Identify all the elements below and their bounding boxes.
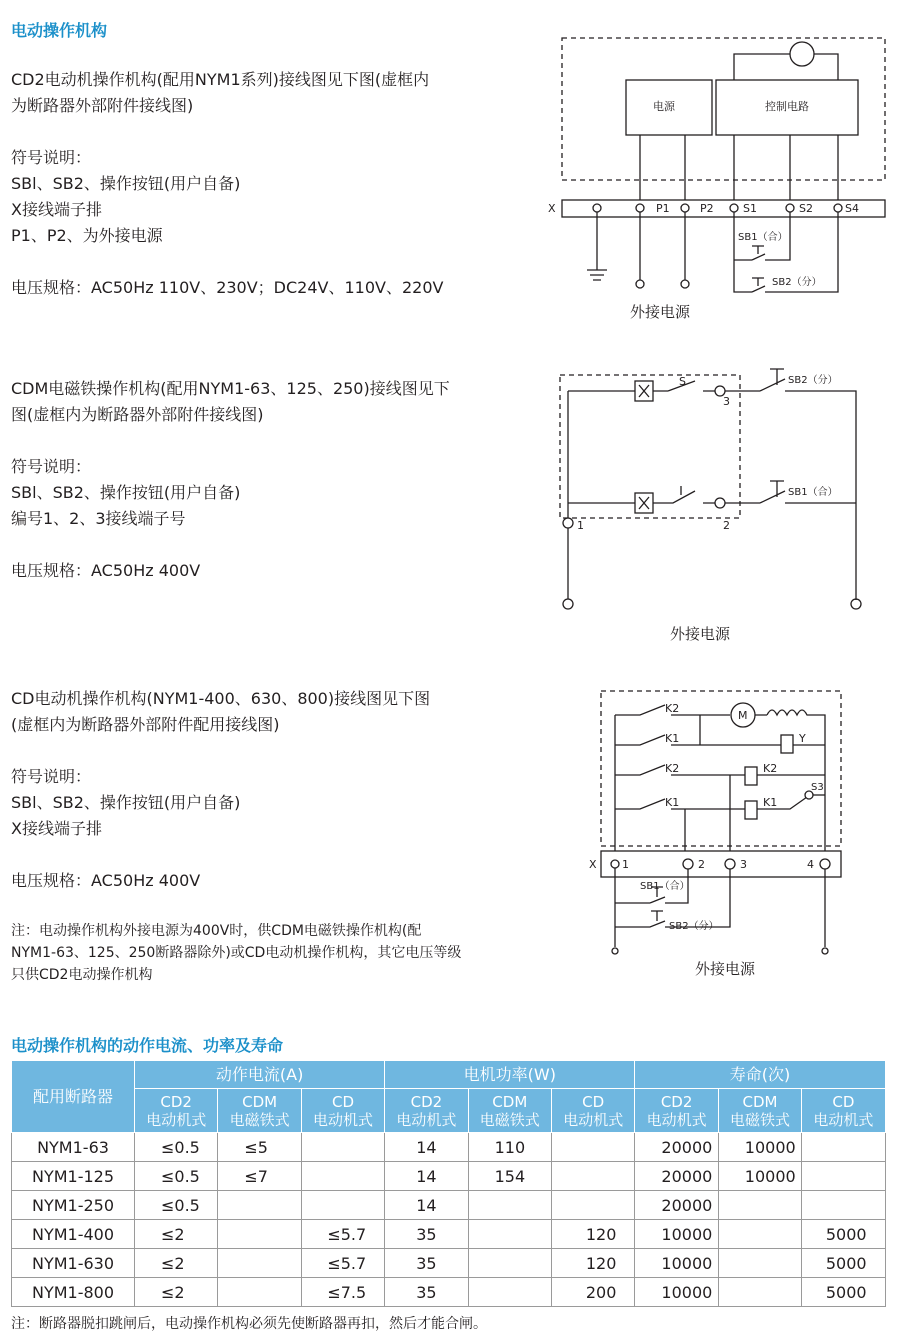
y-label: Y — [799, 732, 806, 745]
sb1-switch — [752, 246, 765, 260]
intro-line: CD2电动机操作机构(配用NYM1系列)接线图见下图(虚框内 — [11, 70, 430, 89]
sub-header-kind: 电磁铁式 — [479, 1110, 540, 1129]
table-cell: 10000 — [718, 1133, 801, 1162]
sb2-label: SB2（分） — [669, 921, 719, 932]
table-cell: ≤0.5 — [135, 1162, 218, 1191]
power-label: 电源 — [653, 100, 675, 113]
symbol-line: X接线端子排 — [11, 200, 102, 219]
sub-header-type: CDM — [242, 1092, 278, 1111]
table-cell: ≤2 — [135, 1249, 218, 1278]
note-line: 只供CD2电动操作机构 — [11, 967, 153, 983]
table-row — [12, 1133, 886, 1162]
external-power-caption: 外接电源 — [630, 303, 691, 321]
table-cell — [718, 1249, 801, 1278]
table-cell: ≤5 — [218, 1133, 301, 1162]
s2-label: S2 — [799, 202, 813, 215]
external-power-caption: 外接电源 — [695, 960, 756, 978]
symbol-line: 编号1、2、3接线端子号 — [11, 509, 186, 528]
k2-contact-label: K2 — [665, 762, 680, 775]
sub-header-type: CDM — [742, 1092, 778, 1111]
symbol-title: 符号说明： — [11, 767, 92, 786]
table-cell: 20000 — [635, 1162, 718, 1191]
m-label: M — [738, 709, 748, 722]
cd-wiring-diagram — [585, 685, 855, 985]
sub-header-type: CD2 — [160, 1092, 192, 1111]
breaker-model-cell: NYM1-63 — [12, 1133, 135, 1162]
table-cell: 10000 — [635, 1220, 718, 1249]
table-cell — [551, 1162, 634, 1191]
symbol-line: SBl、SB2、操作按钮(用户自备) — [11, 174, 241, 193]
terminal-3-label: 3 — [740, 858, 747, 871]
s1-label: S1 — [743, 202, 757, 215]
sub-header-kind: 电动机式 — [312, 1110, 373, 1129]
sub-header-kind: 电动机式 — [813, 1110, 874, 1129]
section2-text — [11, 376, 551, 584]
table-row — [12, 1249, 886, 1278]
sub-header-cell — [135, 1089, 218, 1133]
intro-line: CDM电磁铁操作机构(配用NYM1-63、125、250)接线图见下 — [11, 379, 450, 398]
coil-k2 — [745, 767, 757, 785]
k1-contact-label: K1 — [665, 732, 680, 745]
table-cell: ≤2 — [135, 1220, 218, 1249]
table-cell: 110 — [468, 1133, 551, 1162]
table-cell: ≤0.5 — [135, 1191, 218, 1220]
symbol-line: X接线端子排 — [11, 819, 102, 838]
sb1-label: SB1（合） — [788, 487, 838, 498]
table-cell: 14 — [385, 1162, 468, 1191]
table-cell: 5000 — [802, 1220, 885, 1249]
p1-label: P1 — [656, 202, 670, 215]
terminal-2-label: 2 — [698, 858, 705, 871]
motor-symbol — [790, 42, 814, 66]
x-label: X — [548, 202, 556, 215]
section3-text — [11, 686, 551, 894]
table-cell: ≤0.5 — [135, 1133, 218, 1162]
table-cell — [301, 1133, 384, 1162]
table-cell — [718, 1278, 801, 1307]
col-breaker-header: 配用断路器 — [12, 1061, 135, 1133]
table-cell: ≤7.5 — [301, 1278, 384, 1307]
group-life-header: 寿命(次) — [635, 1061, 885, 1089]
table-cell: 14 — [385, 1191, 468, 1220]
note-line: NYM1-63、125、250断路器除外)或CD电动机操作机构，其它电压等级 — [11, 945, 462, 961]
table-cell: 154 — [468, 1162, 551, 1191]
sub-header-type: CD2 — [410, 1092, 443, 1111]
s-label: S — [679, 375, 686, 388]
breaker-model-cell: NYM1-125 — [12, 1162, 135, 1191]
group-power-header: 电机功率(W) — [385, 1061, 635, 1089]
table-cell: 10000 — [718, 1162, 801, 1191]
s3-label: S3 — [811, 782, 824, 793]
terminal-3-label: 3 — [723, 395, 730, 408]
ground-symbol — [587, 212, 607, 280]
sub-header-type: CD — [331, 1092, 354, 1111]
sb2-switch — [752, 278, 765, 292]
table-cell — [218, 1249, 301, 1278]
voltage-spec: 电压规格：AC50Hz 110V、230V；DC24V、110V、220V — [11, 278, 444, 297]
sb1-label: SB1（合） — [738, 232, 788, 243]
sub-header-cell — [551, 1089, 634, 1133]
section1-text — [11, 67, 551, 301]
table-cell: 14 — [385, 1133, 468, 1162]
table-cell — [718, 1191, 801, 1220]
k2-coil-label: K2 — [763, 762, 778, 775]
note-block — [11, 920, 551, 986]
terminal-1-label: 1 — [577, 519, 584, 532]
table-cell — [301, 1162, 384, 1191]
table-cell — [218, 1191, 301, 1220]
table-cell: ≤5.7 — [301, 1249, 384, 1278]
table-row — [12, 1278, 886, 1307]
sub-header-kind: 电磁铁式 — [729, 1110, 790, 1129]
dashed-frame — [562, 38, 885, 180]
sub-header-cell — [385, 1089, 468, 1133]
symbol-line: P1、P2、为外接电源 — [11, 226, 163, 245]
cd2-wiring-diagram — [540, 30, 900, 330]
table-cell: 120 — [551, 1220, 634, 1249]
cdm-wiring-diagram — [540, 355, 900, 655]
table-cell: 35 — [385, 1249, 468, 1278]
group-current-header: 动作电流(A) — [135, 1061, 385, 1089]
table-cell — [802, 1191, 885, 1220]
sub-header-type: CD2 — [660, 1092, 693, 1111]
s4-label: S4 — [845, 202, 859, 215]
k1-coil-label: K1 — [763, 796, 778, 809]
sub-header-cell — [301, 1089, 384, 1133]
table-cell: 35 — [385, 1220, 468, 1249]
symbol-line: SBl、SB2、操作按钮(用户自备) — [11, 483, 241, 502]
intro-line: CD电动机操作机构(NYM1-400、630、800)接线图见下图 — [11, 689, 431, 708]
table-cell — [802, 1162, 885, 1191]
table-cell — [551, 1133, 634, 1162]
table-row — [12, 1220, 886, 1249]
sub-header-type: CD — [582, 1092, 605, 1111]
sub-header-kind: 电磁铁式 — [229, 1110, 290, 1129]
sb2-label: SB2（分） — [788, 375, 838, 386]
table-cell — [468, 1191, 551, 1220]
table-cell — [301, 1191, 384, 1220]
table-cell: 10000 — [635, 1249, 718, 1278]
sub-header-kind: 电动机式 — [646, 1110, 707, 1129]
voltage-spec: 电压规格：AC50Hz 400V — [11, 871, 201, 890]
k1-contact-label: K1 — [665, 796, 680, 809]
intro-line: 图(虚框内为断路器外部附件接线图) — [11, 405, 264, 424]
table-cell — [551, 1191, 634, 1220]
breaker-model-cell: NYM1-400 — [12, 1220, 135, 1249]
sub-header-type: CD — [832, 1092, 855, 1111]
dashed-frame — [601, 691, 841, 846]
coil-k1 — [745, 801, 757, 819]
table-row — [12, 1162, 886, 1191]
table-cell: 10000 — [635, 1278, 718, 1307]
table-cell: 5000 — [802, 1278, 885, 1307]
note-line: 注：电动操作机构外接电源为400V时，供CDM电磁铁操作机构(配 — [11, 923, 422, 939]
table-cell — [218, 1278, 301, 1307]
sub-header-cell — [218, 1089, 301, 1133]
x-label: X — [589, 858, 597, 871]
table-cell: ≤2 — [135, 1278, 218, 1307]
spec-table — [11, 1060, 886, 1307]
table-cell — [218, 1220, 301, 1249]
coil-y — [781, 735, 793, 753]
table-cell: 20000 — [635, 1133, 718, 1162]
p2-label: P2 — [700, 202, 714, 215]
intro-line: 为断路器外部附件接线图) — [11, 96, 194, 115]
table-cell: 20000 — [635, 1191, 718, 1220]
sub-header-kind: 电动机式 — [396, 1110, 457, 1129]
terminal-2-label: 2 — [723, 519, 730, 532]
table-cell: 5000 — [802, 1249, 885, 1278]
table-cell: ≤5.7 — [301, 1220, 384, 1249]
sb2-label: SB2（分） — [772, 277, 822, 288]
table-cell — [468, 1220, 551, 1249]
section-title: 电动操作机构 — [11, 21, 108, 40]
k2-contact-label: K2 — [665, 702, 680, 715]
intro-line: (虚框内为断路器外部附件配用接线图) — [11, 715, 280, 734]
sub-header-cell — [635, 1089, 718, 1133]
breaker-model-cell: NYM1-250 — [12, 1191, 135, 1220]
terminal-strip — [601, 851, 841, 877]
external-power-caption: 外接电源 — [670, 625, 731, 643]
breaker-model-cell: NYM1-630 — [12, 1249, 135, 1278]
control-label: 控制电路 — [765, 100, 809, 113]
symbol-title: 符号说明： — [11, 148, 92, 167]
symbol-line: SBl、SB2、操作按钮(用户自备) — [11, 793, 241, 812]
sub-header-cell — [718, 1089, 801, 1133]
table-title: 电动操作机构的动作电流、功率及寿命 — [11, 1036, 284, 1055]
table-cell: 200 — [551, 1278, 634, 1307]
table-cell: 35 — [385, 1278, 468, 1307]
terminal-1-label: 1 — [622, 858, 629, 871]
table-footnote: 注：断路器脱扣跳闸后，电动操作机构必须先使断路器再扣，然后才能合闸。 — [11, 1316, 487, 1332]
sub-header-kind: 电动机式 — [146, 1110, 207, 1129]
sub-header-kind: 电动机式 — [563, 1110, 624, 1129]
dashed-frame — [560, 375, 740, 518]
symbol-title: 符号说明： — [11, 457, 92, 476]
table-cell — [718, 1220, 801, 1249]
table-cell — [468, 1249, 551, 1278]
table-cell — [468, 1278, 551, 1307]
table-cell — [802, 1133, 885, 1162]
sub-header-type: CDM — [492, 1092, 528, 1111]
sub-header-cell — [802, 1089, 885, 1133]
sub-header-cell — [468, 1089, 551, 1133]
table-cell: 120 — [551, 1249, 634, 1278]
table-row — [12, 1191, 886, 1220]
terminal-4-label: 4 — [807, 858, 814, 871]
table-cell: ≤7 — [218, 1162, 301, 1191]
breaker-model-cell: NYM1-800 — [12, 1278, 135, 1307]
voltage-spec: 电压规格：AC50Hz 400V — [11, 561, 201, 580]
sb1-label: SB1（合） — [640, 881, 690, 892]
